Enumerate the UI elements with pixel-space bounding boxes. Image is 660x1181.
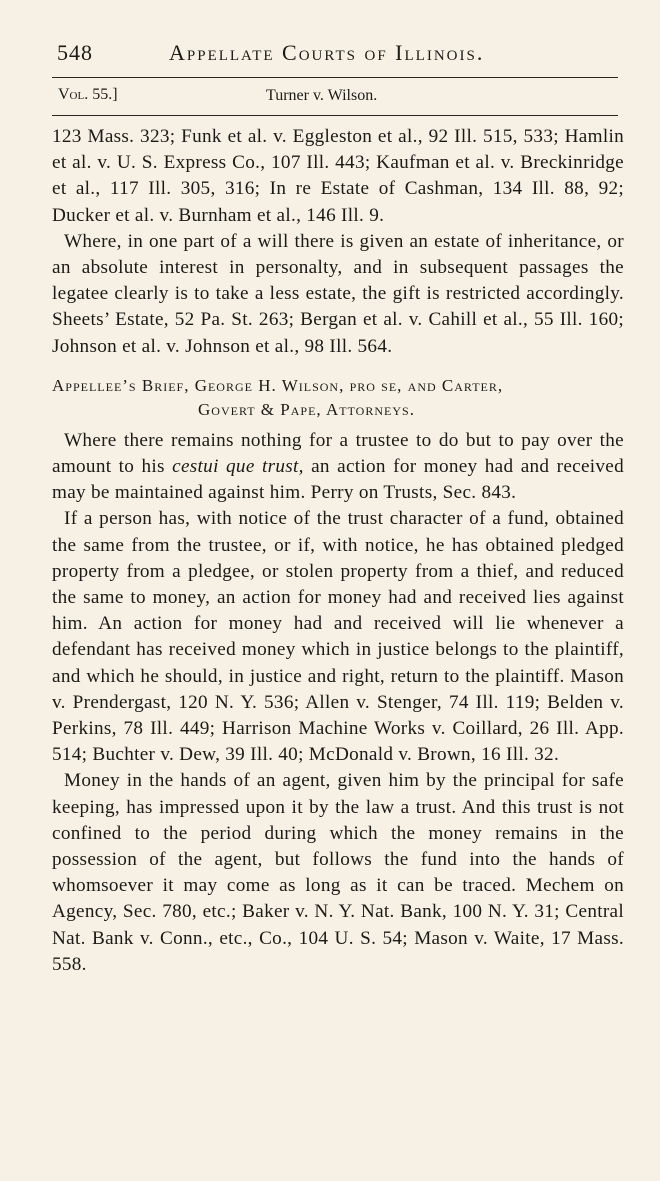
brief-heading [52, 374, 624, 422]
volume-label: Vol. 55.] [58, 86, 118, 103]
header-rule-top [52, 77, 618, 78]
cestui-que-trust-phrase: cestui que trust, [172, 456, 304, 478]
case-name: Turner v. Wilson. [266, 87, 378, 104]
money-had-and-received-paragraph: If a person has, with notice of the trust character of a fund, obtained the same from the trustee, or if, with notice, he has obtained pledged property from a pledgee, or stolen property from a thief, and reduced the same to money, an action for money had and received lies against him. An action for money had and received will lie whenever a defendant has received money which in justice belongs to the plaintiff, and which he should, in justice and right, return to the plaintiff. Mason v. Prendergast, 120 N. Y. 536; Allen v. Stenger, 74 Ill. 119; Belden v. Perkins, 78 Ill. 449; Harrison Machine Works v. Coillard, 26 Ill. App. 514; Buchter v. Dew, 39 Ill. 40; McDonald v. Brown, 16 Ill. 32. [52, 508, 624, 766]
trustee-text-end: an action for money had and received may be maintained against him. Perry on Trusts, Sec. 843. [52, 456, 625, 504]
citation-paragraph: 123 Mass. 323; Funk et al. v. Eggleston et al., 92 Ill. 515, 533; Hamlin et al. v. U. S. Express Co., 107 Ill. 443; Kaufman et al. v. Breckinridge et al., 117 Ill. 305, 316; In re Estate of Cashman, 134 Ill. 88, 92; Ducker et al. v. Burnham et al., 146 Ill. 9. [52, 126, 624, 226]
will-restriction-paragraph: Where, in one part of a will there is given an estate of inheritance, or an absolute interest in personalty, and in subsequent passages the legatee clearly is to take a less estate, the gift is restricted accordingly. Sheets’ Estate, 52 Pa. St. 263; Bergan et al. v. Cahill et al., 55 Ill. 160; Johnson et al. v. Johnson et al., 98 Ill. 564. [52, 230, 624, 357]
case-line [58, 86, 618, 110]
brief-heading-line-1: Appellee’s Brief, George H. Wilson, pro se, and Carter, [52, 375, 504, 395]
brief-heading-line-2: Govert & Pape, Attorneys. [198, 399, 415, 419]
page-body [52, 124, 624, 978]
trustee-text-start: Where there remains nothing for a trustee to do but to pay over the amount to his [52, 429, 624, 478]
running-title: Appellate Courts of Illinois. [169, 40, 485, 65]
trustee-paragraph [52, 428, 624, 507]
header-rule-bottom [52, 115, 618, 116]
page-number: 548 [57, 40, 93, 65]
running-head [52, 38, 612, 72]
agent-trust-paragraph: Money in the hands of an agent, given him by the principal for safe keeping, has impressed upon it by the law a trust. And this trust is not confined to the period during which the money remains in the possession of the agent, but follows the fund into the hands of whomsoever it may come as long as it can be traced. Mechem on Agency, Sec. 780, etc.; Baker v. N. Y. Nat. Bank, 100 N. Y. 31; Central Nat. Bank v. Conn., etc., Co., 104 U. S. 54; Mason v. Waite, 17 Mass. 558. [52, 770, 624, 975]
